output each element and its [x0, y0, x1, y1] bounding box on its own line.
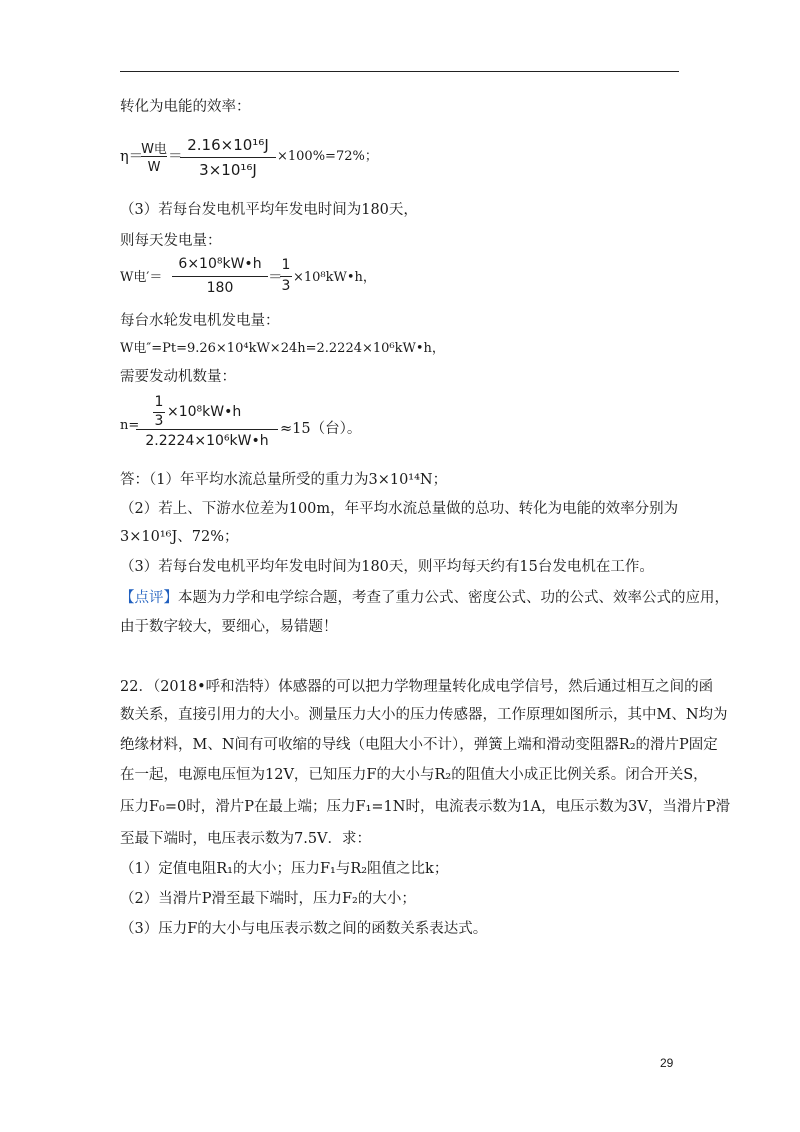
- answer-line: 3×10¹⁶J、72%；: [120, 529, 239, 545]
- wday-prefix: W电′＝: [120, 270, 163, 285]
- eta-num-left: W电: [141, 142, 167, 157]
- text-line: （3）若每台发电机平均年发电时间为180天，: [120, 202, 418, 218]
- answer-line: 答：（1）年平均水流总量所受的重力为3×10¹⁴N；: [120, 472, 448, 488]
- question-line: （2）当滑片P滑至最下端时，压力F₂的大小；: [120, 891, 416, 907]
- wday-den: 180: [206, 280, 234, 296]
- n-num-a: 1: [154, 394, 164, 410]
- fraction-bar: [136, 429, 278, 430]
- fraction-bar: [172, 276, 268, 277]
- wday-tail: ×10⁸kW•h，: [293, 270, 376, 285]
- eta-tail: ×100%=72%；: [277, 149, 378, 164]
- n-num-tail: ×10⁸kW•h: [167, 404, 242, 420]
- question-line: 绝缘材料，M、N间有可收缩的导线（电阻大小不计），弹簧上端和滑动变阻器R₂的滑片P固定: [120, 737, 718, 753]
- eta-den-right: 3×10¹⁶J: [199, 161, 257, 179]
- eta-eq: ＝: [168, 149, 183, 165]
- text-line: 则每天发电量：: [120, 233, 222, 249]
- text-line: 需要发动机数量：: [120, 369, 236, 385]
- text-line: 转化为电能的效率：: [120, 99, 251, 115]
- n-den: 2.2224×10⁶kW•h: [145, 433, 269, 449]
- header-rule: [120, 71, 679, 72]
- n-tail: ≈15（台）。: [280, 421, 362, 437]
- question-line: 压力F₀=0时，滑片P在最上端；压力F₁=1N时，电流表示数为1A，电压示数为3V，当滑片P滑: [120, 799, 731, 815]
- fraction-bar: [280, 276, 292, 277]
- n-prefix: n=: [120, 418, 140, 433]
- comment-line: 由于数字较大，要细心，易错题！: [120, 619, 338, 635]
- comment-line: [120, 588, 729, 608]
- question-line: 至最下端时，电压表示数为7.5V．求：: [120, 831, 372, 847]
- wday-eq: ＝: [268, 270, 283, 286]
- text-line: W电″=Pt=9.26×10⁴kW×24h=2.2224×10⁶kW•h，: [120, 341, 445, 356]
- question-line: （1）定值电阻R₁的大小；压力F₁与R₂阻值之比k；: [120, 861, 449, 877]
- comment-text: 本题为力学和电学综合题，考查了重力公式、密度公式、功的公式、效率公式的应用，: [178, 590, 729, 606]
- question-line: 数关系，直接引用力的大小。测量压力大小的压力传感器，工作原理如图所示，其中M、N均为: [120, 707, 728, 723]
- question-line: 22．（2018•呼和浩特）体感器的可以把力学物理量转化成电学信号，然后通过相互之间的函: [120, 679, 714, 695]
- answer-line: （3）若每台发电机平均年发电时间为180天，则平均每天约有15台发电机在工作。: [120, 559, 654, 575]
- wday-fnum: 1: [281, 257, 291, 273]
- eta-den-left: W: [147, 160, 161, 175]
- fraction-bar: [180, 157, 276, 158]
- wday-fden: 3: [281, 278, 291, 294]
- n-num-b: 3: [154, 413, 164, 429]
- fraction-bar: [141, 156, 167, 157]
- question-line: （3）压力F的大小与电压表示数之间的函数关系表达式。: [120, 921, 488, 937]
- eta-prefix: η＝: [120, 149, 144, 165]
- eta-num-right: 2.16×10¹⁶J: [187, 136, 269, 154]
- comment-tag: 【点评】: [120, 590, 178, 606]
- answer-line: （2）若上、下游水位差为100m，年平均水流总量做的总功、转化为电能的效率分别为: [120, 501, 679, 517]
- text-line: 每台水轮发电机发电量：: [120, 313, 280, 329]
- page-number: 29: [660, 1056, 674, 1070]
- question-line: 在一起，电源电压恒为12V，已知压力F的大小与R₂的阻值大小成正比例关系。闭合开关S，: [120, 767, 708, 783]
- wday-num: 6×10⁸kW•h: [178, 256, 262, 272]
